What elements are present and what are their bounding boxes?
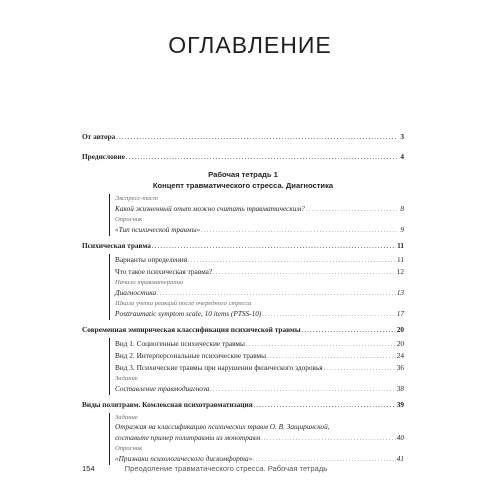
toc-entry-title: Вид 2. Интерперсональные психические травмы [115,351,267,360]
table-of-contents [82,131,404,465]
toc-entry-preface[interactable] [82,151,404,163]
toc-entry-title: Психическая травма [82,241,151,250]
toc-entry-page: 9 [400,225,404,234]
dot-leader [306,203,398,217]
dot-leader [262,308,395,322]
toc-entry-express-test[interactable] [115,203,404,215]
toc-entry-page: 13 [396,288,404,297]
toc-entry-title: Составление травмодиагноза [115,384,210,393]
toc-entry-page: 39 [396,400,404,409]
toc-entry-page: 12 [396,267,404,276]
page-number: 154 [82,464,95,473]
dot-leader [152,240,396,254]
toc-entry-ptss10[interactable] [115,308,404,320]
dot-leader [324,362,396,376]
toc-entry-from-author[interactable] [82,131,404,143]
toc-entry-page: 4 [400,152,404,161]
toc-entry-type1[interactable] [115,338,404,350]
dot-leader [116,131,398,145]
toc-entry-title: Что такое психическая травма? [115,267,213,276]
dot-leader [213,266,396,280]
survey-label: Опросник [115,445,143,452]
toc-entry-polytrauma[interactable] [82,399,404,411]
toc-entry-page: 41 [396,454,404,463]
toc-entry-polytrauma-task-line1: Отражая на классификацию психических травм О. В. Защиринской, [115,422,330,431]
toc-entry-page: 11 [396,255,404,264]
toc-entry-type2[interactable] [115,350,404,362]
toc-entry-page: 38 [396,384,404,393]
toc-entry-title: Вид 1. Социогенные психические травмы [115,339,245,348]
classification-block [109,338,404,395]
toc-entry-title: Posttraumatic symptom scale, 10 items (PTSS-10) [115,309,262,318]
toc-entry-title: Современная эмпирическая классификация психической травмы [82,325,301,334]
polytrauma-block [109,413,404,465]
toc-entry-polytrauma-task[interactable] [115,432,404,444]
toc-entry-trauma-diagnosis-task[interactable] [115,383,404,395]
dot-leader [157,287,396,301]
task-label: Задание [115,414,138,421]
toc-entry-page: 3 [400,132,404,141]
therapy-start-label: Начало травматерапии [115,279,184,286]
toc-entry-page: 8 [400,204,404,213]
page-footer [82,464,412,476]
toc-entry-title: Вид 3. Психические травмы при нарушении физического здоровья [115,363,323,372]
task-label: Задание [115,375,138,382]
toc-entry-title: Виды политравм. Комлексная психотравматизация [82,400,253,409]
running-head: Преодоление травматического стресса. Рабочая тетрадь [124,464,328,473]
dot-leader [126,151,398,165]
toc-entry-classification[interactable] [82,324,404,336]
toc-entry-title: Варианты определения [115,255,188,264]
toc-entry-title: Предисловие [82,152,125,161]
toc-entry-type3[interactable] [115,362,404,374]
toc-entry-page: 11 [397,241,404,250]
toc-entry-page: 40 [396,433,404,442]
toc-entry-trauma-type-survey[interactable] [115,224,404,236]
toc-entry-page: 17 [396,309,404,318]
toc-entry-page: 20 [396,339,404,348]
toc-entry-title: Какой жизненный опыт можно считать травматическим? [115,204,305,213]
dot-leader [302,324,396,338]
toc-entry-what-is-trauma[interactable] [115,266,404,278]
toc-entry-title: «Тип психической травмы» [115,225,201,234]
dot-leader [261,432,395,446]
dot-leader [210,383,395,397]
workbook-title: Концепт травматического стресса. Диагностика [152,181,334,190]
express-test-label: Экспресс-тест [115,195,158,202]
page-title: ОГЛАВЛЕНИЕ [168,32,332,58]
scale-label: Шкала учета реакций после очередного стресса [115,300,252,307]
dot-leader [201,224,398,238]
toc-entry-title: составьте пример политравмы из монотравм [115,433,261,442]
toc-entry-title: «Признаки психологического дискомфорта» [115,454,253,463]
toc-entry-definitions[interactable] [115,254,404,266]
toc-entry-page: 20 [396,325,404,334]
toc-entry-title: От автора [82,132,116,141]
toc-entry-diagnostics[interactable] [115,287,404,299]
mental-trauma-block [109,254,404,320]
workbook-number: Рабочая тетрадь 1 [208,170,278,179]
intro-block [109,194,404,236]
toc-entry-mental-trauma[interactable] [82,240,404,252]
toc-entry-title: Диагностика [115,288,157,297]
dot-leader [254,399,396,413]
survey-label: Опросник [115,216,143,223]
toc-entry-page: 36 [396,363,404,372]
toc-entry-page: 24 [396,351,404,360]
